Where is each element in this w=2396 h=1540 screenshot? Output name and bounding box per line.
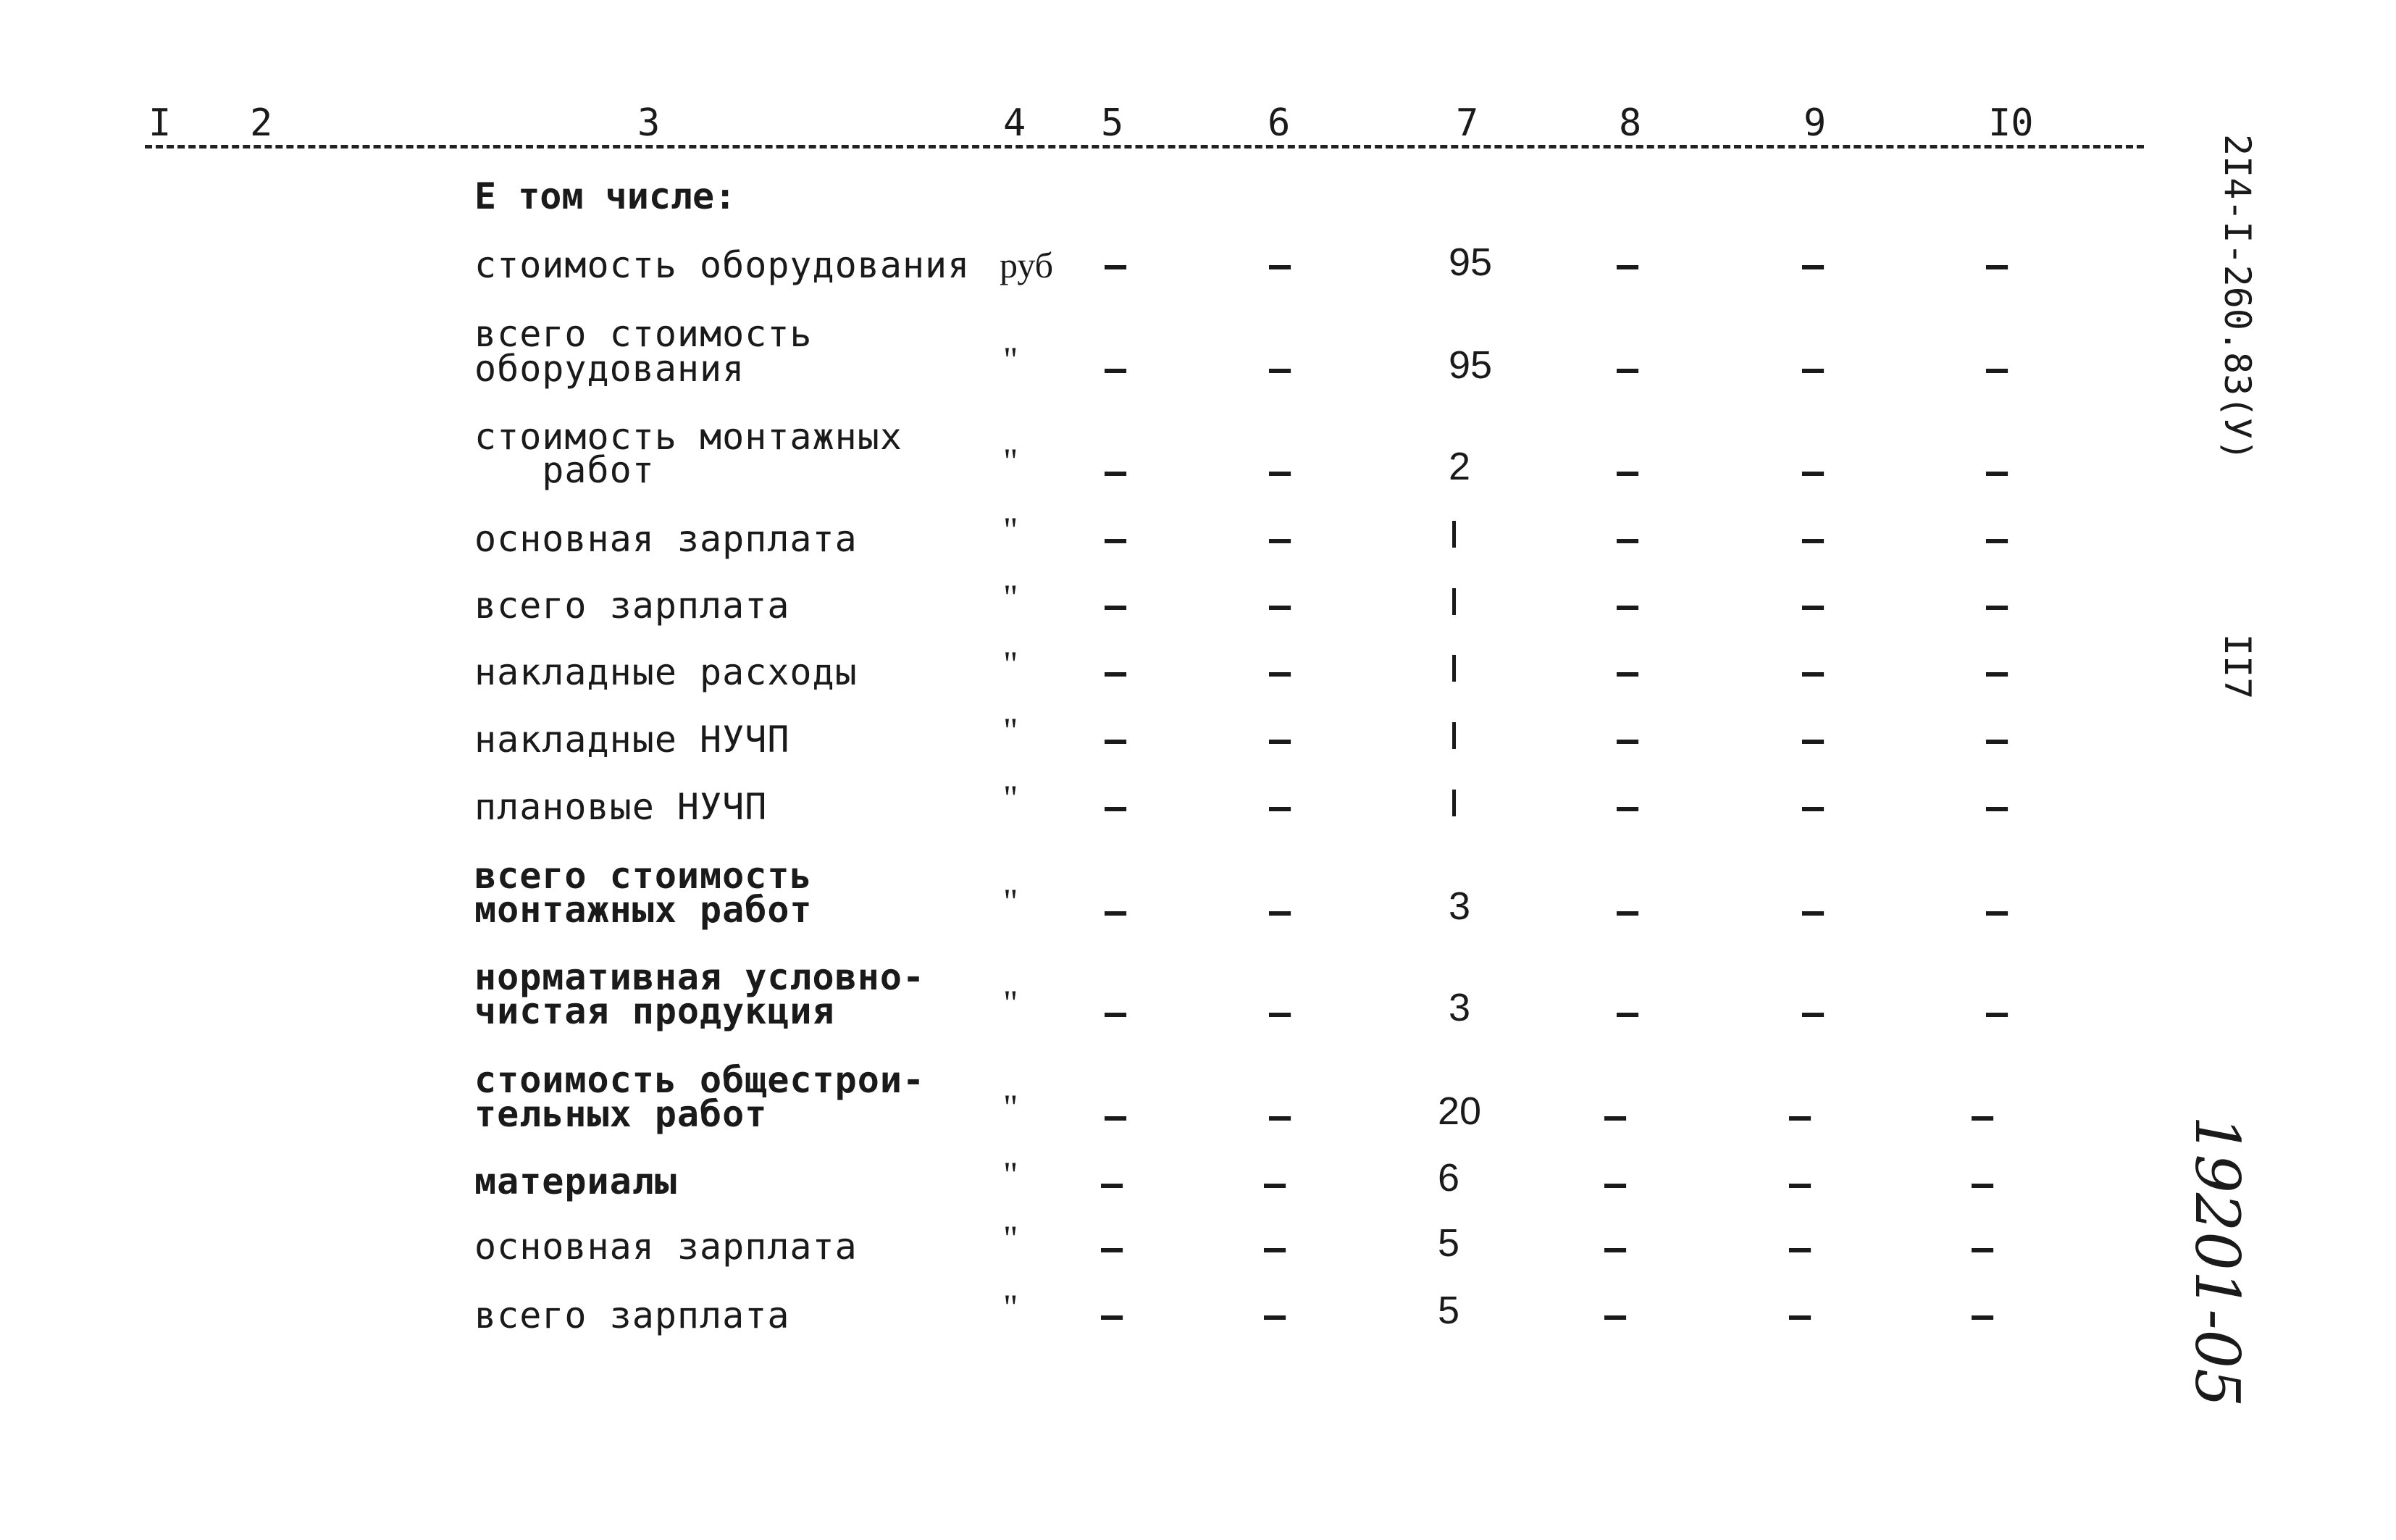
row-9-col8: – (1617, 890, 1639, 932)
row-4-unit: " (1003, 509, 1018, 550)
row-13-unit: " (1003, 1218, 1018, 1258)
row-8-label: плановые НУЧП (474, 786, 768, 828)
intro-text: Е том числе: (474, 175, 737, 217)
row-3-unit: " (1003, 440, 1018, 481)
row-4-col10: – (1986, 518, 2008, 560)
row-4-col9: – (1802, 518, 1825, 560)
col-header-7: 7 (1456, 101, 1479, 145)
row-12-col6: – (1264, 1163, 1286, 1205)
row-9-unit: " (1003, 881, 1018, 921)
row-14-unit: " (1003, 1286, 1018, 1327)
row-5-col10: – (1986, 585, 2008, 627)
row-13-col9: – (1789, 1227, 1811, 1269)
row-9-col7: 3 (1449, 884, 1471, 928)
row-10-col9: – (1802, 992, 1825, 1034)
row-5-label: всего зарплата (474, 585, 790, 627)
handwritten-number: 19201-05 (2182, 1116, 2253, 1407)
row-8-col9: – (1802, 786, 1825, 828)
row-9-col6: – (1269, 890, 1291, 932)
row-10-label-line2: чистая продукция (474, 990, 835, 1032)
row-2-col10: – (1986, 348, 2008, 390)
row-10-col8: – (1617, 992, 1639, 1034)
row-3-label-line2: работ (474, 449, 655, 491)
row-8-col8: – (1617, 786, 1639, 828)
row-2-col8: – (1617, 348, 1639, 390)
row-13-col10: – (1972, 1227, 1994, 1269)
row-7-col8: – (1617, 719, 1639, 761)
row-11-label-line2: тельных работ (474, 1093, 768, 1135)
row-11-col6: – (1269, 1095, 1291, 1137)
row-11-col8: – (1604, 1095, 1627, 1137)
row-6-col6: – (1269, 651, 1291, 693)
row-8-col7: I (1449, 782, 1460, 825)
row-12-col9: – (1789, 1163, 1811, 1205)
row-13-col5: – (1101, 1227, 1123, 1269)
row-11-col10: – (1972, 1095, 1994, 1137)
row-2-label-line2: оборудования (474, 348, 745, 390)
row-13-label: основная зарплата (474, 1226, 858, 1268)
row-6-col5: – (1105, 651, 1127, 693)
page-number: II7 (2216, 634, 2258, 700)
row-3-col9: – (1802, 451, 1825, 493)
row-4-col7: I (1449, 513, 1460, 556)
row-10-col7: 3 (1449, 986, 1471, 1029)
row-3-col6: – (1269, 451, 1291, 493)
row-1-col5: – (1105, 244, 1127, 286)
row-1-col10: – (1986, 244, 2008, 286)
col-header-9: 9 (1804, 101, 1827, 145)
row-2-unit: " (1003, 339, 1018, 380)
col-header-2: 2 (250, 101, 273, 145)
row-10-label-line1: нормативная условно- (474, 956, 926, 998)
row-14-col8: – (1604, 1294, 1627, 1336)
row-5-col5: – (1105, 585, 1127, 627)
row-2-col7: 95 (1449, 343, 1493, 387)
col-header-10: I0 (1988, 101, 2034, 145)
row-9-col10: – (1986, 890, 2008, 932)
row-1-col7: 95 (1449, 240, 1493, 284)
row-9-label-line2: монтажных работ (474, 889, 813, 931)
row-6-col8: – (1617, 651, 1639, 693)
row-1-col9: – (1802, 244, 1825, 286)
row-9-label-line1: всего стоимость (474, 855, 813, 897)
row-10-col10: – (1986, 992, 2008, 1034)
col-header-1: I (148, 101, 172, 145)
row-10-unit: " (1003, 982, 1018, 1023)
row-8-col5: – (1105, 786, 1127, 828)
row-1-col8: – (1617, 244, 1639, 286)
row-12-label: материалы (474, 1160, 677, 1202)
row-1-col6: – (1269, 244, 1291, 286)
row-8-unit: " (1003, 777, 1018, 818)
row-6-col7: I (1449, 647, 1460, 690)
row-9-col5: – (1105, 890, 1127, 932)
row-12-col5: – (1101, 1163, 1123, 1205)
row-9-col9: – (1802, 890, 1825, 932)
row-6-col10: – (1986, 651, 2008, 693)
row-10-col6: – (1269, 992, 1291, 1034)
row-14-col10: – (1972, 1294, 1994, 1336)
row-11-col5: – (1105, 1095, 1127, 1137)
row-5-col9: – (1802, 585, 1825, 627)
row-3-col10: – (1986, 451, 2008, 493)
row-7-col10: – (1986, 719, 2008, 761)
row-3-col5: – (1105, 451, 1127, 493)
row-3-label-line1: стоимость монтажных (474, 416, 902, 458)
row-6-unit: " (1003, 643, 1018, 684)
row-13-col6: – (1264, 1227, 1286, 1269)
row-12-col8: – (1604, 1163, 1627, 1205)
row-4-label: основная зарплата (474, 518, 858, 560)
row-8-col6: – (1269, 786, 1291, 828)
document-reference-code: 2I4-I-260.83(У) (2216, 134, 2258, 461)
col-header-3: 3 (637, 101, 661, 145)
row-12-unit: " (1003, 1154, 1018, 1194)
row-4-col6: – (1269, 518, 1291, 560)
row-11-unit: " (1003, 1087, 1018, 1127)
col-header-5: 5 (1101, 101, 1124, 145)
row-14-label: всего зарплата (474, 1294, 790, 1336)
col-header-8: 8 (1619, 101, 1642, 145)
row-7-unit: " (1003, 710, 1018, 750)
row-6-col9: – (1802, 651, 1825, 693)
row-5-col7: I (1449, 580, 1460, 624)
row-2-col5: – (1105, 348, 1127, 390)
row-13-col7: 5 (1438, 1221, 1460, 1265)
row-5-unit: " (1003, 577, 1018, 617)
row-14-col9: – (1789, 1294, 1811, 1336)
row-6-label: накладные расходы (474, 651, 858, 693)
row-2-col9: – (1802, 348, 1825, 390)
row-7-col9: – (1802, 719, 1825, 761)
row-12-col7: 6 (1438, 1156, 1460, 1200)
row-11-col7: 20 (1438, 1089, 1482, 1133)
col-header-6: 6 (1268, 101, 1291, 145)
row-12-col10: – (1972, 1163, 1994, 1205)
row-14-col6: – (1264, 1294, 1286, 1336)
row-2-label-line1: всего стоимость (474, 313, 813, 355)
row-5-col6: – (1269, 585, 1291, 627)
row-3-col8: – (1617, 451, 1639, 493)
row-5-col8: – (1617, 585, 1639, 627)
row-4-col5: – (1105, 518, 1127, 560)
row-7-col6: – (1269, 719, 1291, 761)
row-11-col9: – (1789, 1095, 1811, 1137)
row-1-unit: руб (1000, 245, 1054, 285)
row-14-col7: 5 (1438, 1289, 1460, 1332)
row-2-col6: – (1269, 348, 1291, 390)
row-7-col5: – (1105, 719, 1127, 761)
header-rule (145, 145, 2144, 148)
col-header-4: 4 (1003, 101, 1026, 145)
row-13-col8: – (1604, 1227, 1627, 1269)
row-4-col8: – (1617, 518, 1639, 560)
row-1-label: стоимость оборудования (474, 244, 971, 286)
row-7-col7: I (1449, 714, 1460, 758)
row-11-label-line1: стоимость общестрои- (474, 1059, 926, 1101)
row-8-col10: – (1986, 786, 2008, 828)
row-10-col5: – (1105, 992, 1127, 1034)
row-3-col7: 2 (1449, 445, 1471, 488)
row-14-col5: – (1101, 1294, 1123, 1336)
row-7-label: накладные НУЧП (474, 719, 790, 761)
